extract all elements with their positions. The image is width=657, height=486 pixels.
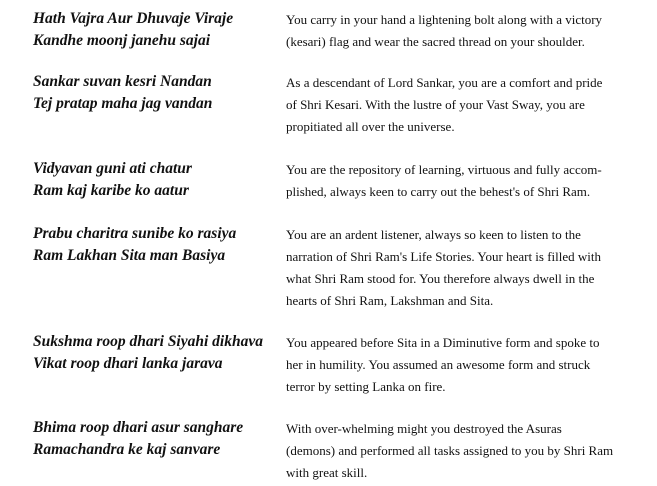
verse-original bbox=[33, 417, 281, 461]
verse-translation-line: (demons) and performed all tasks assigned to you by Shri Ram bbox=[286, 443, 614, 458]
verse-translation-line: her in humility. You assumed an awesome form and struck bbox=[286, 357, 591, 372]
verse-original bbox=[33, 223, 281, 264]
verse-original-line: Kandhe moonj janehu sajai bbox=[33, 32, 211, 49]
verse-translation-line: (kesari) flag and wear the sacred thread on your shoulder. bbox=[286, 34, 585, 49]
verse-translation-line: You are an ardent listener, always so keen to listen to the bbox=[286, 227, 581, 242]
verse-translation bbox=[286, 418, 626, 484]
verse-translation bbox=[286, 9, 626, 53]
verse-translation-line: plished, always keen to carry out the behest's of Shri Ram. bbox=[286, 184, 591, 199]
verse-translation-line: You appeared before Sita in a Diminutive form and spoke to bbox=[286, 335, 600, 350]
verse-original-line: Ram kaj karibe ko aatur bbox=[33, 182, 189, 199]
verse-translation bbox=[286, 224, 626, 312]
verse-translation-line: terror by setting Lanka on fire. bbox=[286, 379, 446, 394]
verse-original-line: Hath Vajra Aur Dhuvaje Viraje bbox=[33, 10, 234, 27]
verse-original bbox=[33, 8, 281, 52]
verse-translation-line: hearts of Shri Ram, Lakshman and Sita. bbox=[286, 293, 494, 308]
verse-original bbox=[33, 71, 281, 115]
verse-original-line: Sukshma roop dhari Siyahi dikhava bbox=[33, 333, 263, 350]
verse-original-line: Prabu charitra sunibe ko rasiya bbox=[33, 225, 237, 242]
verse-original-line: Vikat roop dhari lanka jarava bbox=[33, 355, 223, 372]
verse-translation bbox=[286, 159, 626, 203]
verse-translation-line: with great skill. bbox=[286, 465, 368, 480]
verse-original-line: Ram Lakhan Sita man Basiya bbox=[33, 247, 226, 264]
verse-translation bbox=[286, 72, 626, 138]
verse-translation-line: propitiated all over the universe. bbox=[286, 119, 455, 134]
verse-original bbox=[33, 158, 281, 202]
verse-translation-line: As a descendant of Lord Sankar, you are a comfort and pride bbox=[286, 75, 603, 90]
verse-translation-line: what Shri Ram stood for. You therefore always dwell in the bbox=[286, 271, 595, 286]
verse-translation-line: You are the repository of learning, virtuous and fully accom- bbox=[286, 162, 602, 177]
verse-original-line: Sankar suvan kesri Nandan bbox=[33, 73, 212, 90]
verse-original-line: Tej pratap maha jag vandan bbox=[33, 95, 213, 112]
verse-original-line: Vidyavan guni ati chatur bbox=[33, 160, 192, 177]
verse-translation bbox=[286, 332, 626, 398]
verse-original-line: Ramachandra ke kaj sanvare bbox=[33, 441, 221, 458]
verse-original bbox=[33, 331, 281, 375]
verse-translation-line: You carry in your hand a lightening bolt along with a victory bbox=[286, 12, 603, 27]
verse-translation-line: narration of Shri Ram's Life Stories. Your heart is filled with bbox=[286, 249, 602, 264]
verse-translation-line: With over-whelming might you destroyed the Asuras bbox=[286, 421, 562, 436]
verse-translation-line: of Shri Kesari. With the lustre of your Vast Sway, you are bbox=[286, 97, 585, 112]
verse-original-line: Bhima roop dhari asur sanghare bbox=[33, 419, 244, 436]
